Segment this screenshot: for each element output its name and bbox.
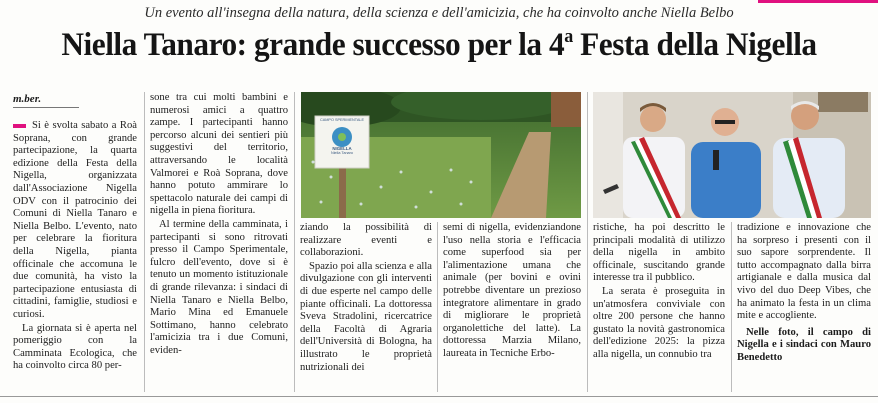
article-column-5 — [593, 222, 725, 363]
byline-rule — [13, 107, 79, 108]
article-column-2 — [150, 92, 288, 358]
headline-ordinal: a — [564, 26, 573, 47]
sign-line-1: CAMPO SPERIMENTALE — [319, 118, 365, 122]
paragraph: La serata è proseguita in un'atmosfera conviviale con oltre 200 persone che hanno gustato la novità gastronomica dell'edizione 2025: la pizza alla nigella, un connubio tra — [593, 285, 725, 360]
sign-line-2: NIGELLA — [332, 145, 352, 151]
paragraph: ziando la possibilità di realizzare eventi e collaborazioni. — [300, 222, 432, 259]
paragraph — [13, 120, 137, 322]
article-column-4 — [443, 222, 581, 362]
section-marker — [13, 124, 26, 128]
article-column-1 — [13, 120, 137, 374]
photo-mayors — [593, 92, 871, 218]
article-column-6 — [737, 222, 871, 366]
column-divider — [144, 92, 145, 392]
byline: m.ber. — [13, 93, 42, 105]
accent-strip — [758, 0, 878, 3]
paragraph: Al termine della camminata, i partecipanti si sono ritrovati presso il Campo Sperimentale, fulcro dell'evento, dove si è tenuto un momento istituzionale di grande rilevanza: i sindaci di Niella Tanaro e Niella Belbo, Mario Mina ed Emanuele Sottimano, hanno celebrato l'amicizia tra i due Comuni, eviden- — [150, 218, 288, 356]
paragraph-text: Si è svolta sabato a Roà Soprana, con grande partecipazione, la quarta edizione della Festa della Nigella, organizzata dall'Associazione Nigella ODV con il patrocinio dei Comuni di Niella Tanaro e Niella Belbo. L'evento, nato per celebrare la fioritura della Nigella, pianta officinale che accomuna le due comunità, ha visto la partecipazione entusiasta di cittadini, famiglie, studiosi e curiosi. — [13, 120, 137, 320]
paragraph: La giornata si è aperta nel pomeriggio con la Camminata Ecologica, che ha coinvolto circa 80 per- — [13, 322, 137, 372]
paragraph: sone tra cui molti bambini e numerosi amici a quattro zampe. I partecipanti hanno percorso alcuni dei sentieri più suggestivi del territorio, attraversando le località Valmorei e Roà Soprana, dove hanno potuto ammirare lo spettacolo naturale dei campi di nigella in piena fioritura. — [150, 92, 288, 217]
column-divider — [587, 92, 588, 392]
column-divider — [294, 92, 295, 392]
paragraph: tradizione e innovazione che ha sorpreso i presenti con il suo sapore sorprendente. Il tutto accompagnato dalla birra artigianale e dalla musica dal vivo del duo Deep Vibes, che ha animato la festa in un clima mite e accogliente. — [737, 222, 871, 322]
photo-caption: Nelle foto, il campo di Nigella e i sindaci con Mauro Benedetto — [737, 326, 871, 363]
bottom-rule — [0, 396, 878, 397]
kicker: Un evento all'insegna della natura, della scienza e dell'amicizia, che ha coinvolto anche Niella Belbo — [144, 5, 734, 21]
paragraph: semi di nigella, evidenziandone l'uso nella storia e l'efficacia come superfood sia per l'alimentazione umana che animale (per bovini e ovini potrebbe diventare un prezioso integratore alimentare in grado di migliorare le proprietà organolettiche del latte). La dottoressa Marzia Milano, laureata in Tecniche Erbo- — [443, 222, 581, 359]
photo-nigella-field — [301, 92, 581, 218]
paragraph: Spazio poi alla scienza e alla divulgazione con gli interventi di due esperte nel campo delle piante officinali. La dottoressa Sveva Stradolini, ricercatrice della Facoltà di Agraria dell'Università di Bologna, ha illustrato le proprietà nutrizionali dei — [300, 260, 432, 373]
column-divider — [437, 222, 438, 392]
mayors-image — [593, 92, 871, 218]
headline-tail: Festa della Nigella — [572, 27, 817, 63]
headline — [22, 26, 856, 64]
sign-line-3: Niella Tanaro — [330, 151, 354, 155]
paragraph: ristiche, ha poi descritto le principali modalità di utilizzo della nigella in ambito officinale, suscitando grande interesse tra il pubblico. — [593, 222, 725, 284]
article-column-3 — [300, 222, 432, 375]
sign-text — [315, 118, 369, 156]
headline-main: Niella Tanaro: grande successo per la 4 — [61, 27, 565, 63]
column-divider — [731, 222, 732, 392]
